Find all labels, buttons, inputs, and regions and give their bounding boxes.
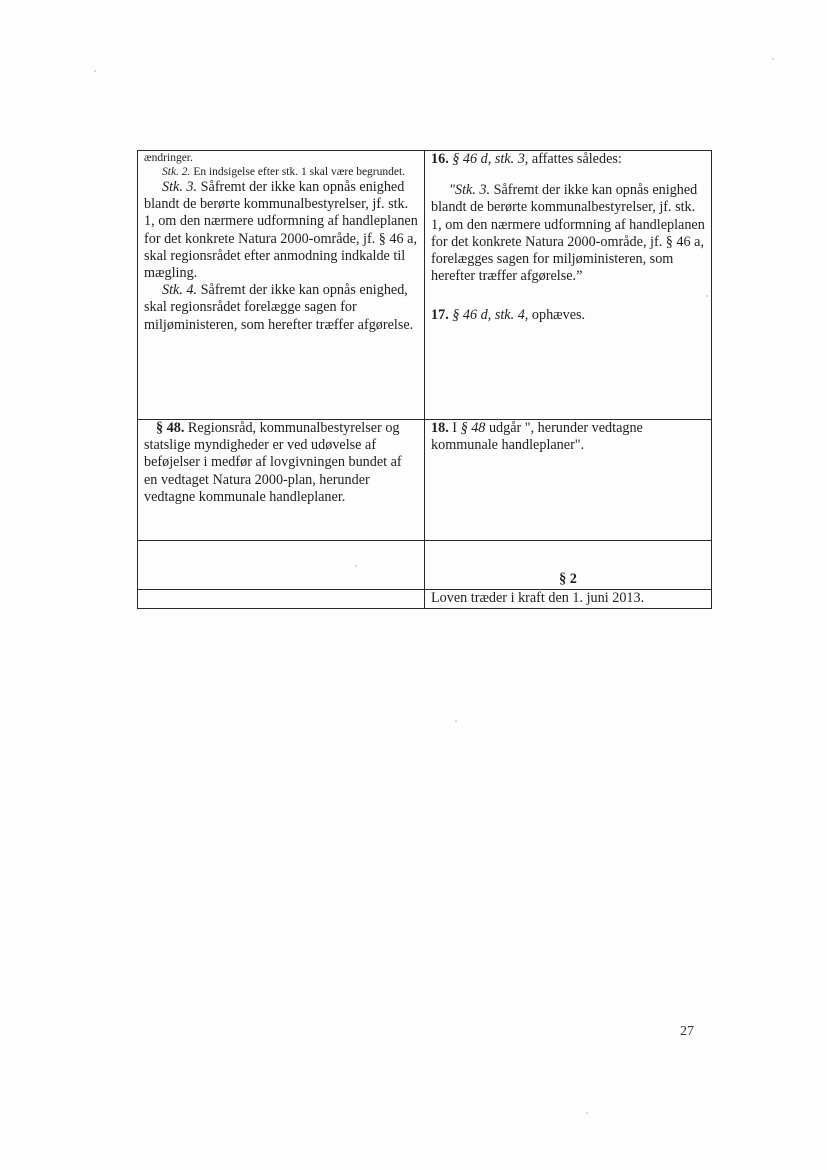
page-number: 27 bbox=[680, 1024, 694, 1039]
table-row bbox=[138, 151, 712, 420]
amendment-cell bbox=[425, 151, 712, 420]
continued-text: ændringer. bbox=[144, 152, 193, 164]
entry-into-force-text: Loven træder i kraft den 1. juni 2013. bbox=[431, 590, 645, 606]
section-48-paragraph: § 48. Regionsråd, kommunalbestyrelser og statslige myndigheder er ved udøvelse af beføjelser i medfør af lovgivningen bundet af en vedtaget Natura 2000-plan, herunder vedtagne kommunale handleplaner. bbox=[144, 420, 402, 505]
scan-speck bbox=[586, 1112, 588, 1114]
item-17: 17. § 46 d, stk. 4, ophæves. bbox=[431, 307, 586, 324]
scan-speck bbox=[772, 58, 774, 60]
scan-speck bbox=[94, 70, 96, 72]
item-18: 18. I § 48 udgår ", herunder vedtagne kommunale handleplaner". bbox=[431, 420, 643, 454]
table-row bbox=[138, 590, 712, 609]
empty-cell bbox=[138, 541, 425, 590]
scan-speck bbox=[706, 295, 708, 297]
section-2-text-cell bbox=[425, 590, 712, 609]
stk2-paragraph: Stk. 2. En indsigelse efter stk. 1 skal være begrundet. bbox=[162, 166, 406, 178]
table-row bbox=[138, 541, 712, 590]
section-2-heading: § 2 bbox=[559, 571, 577, 587]
section-2-heading-cell bbox=[425, 541, 712, 590]
item-16-quote: "Stk. 3. Såfremt der ikke kan opnås enighed blandt de berørte kommunalbestyrelser, jf. stk. 1, om den nærmere udformning af handleplanen for det konkrete Natura 2000-område, jf. § 46 a, forelægges sagen for miljøministeren, som herefter træffer afgørelse.” bbox=[431, 182, 705, 285]
law-comparison-table bbox=[137, 150, 712, 609]
stk3-paragraph: Stk. 3. Såfremt der ikke kan opnås enighed blandt de berørte kommunalbestyrelser, jf. stk. 1, om den nærmere udformning af handleplanen for det konkrete Natura 2000-område, jf. § 46 a, skal regionsrådet efter anmodning indkalde til mægling. bbox=[144, 179, 418, 282]
item-16-heading: 16. § 46 d, stk. 3, affattes således: bbox=[431, 151, 622, 167]
amendment-cell bbox=[425, 420, 712, 541]
empty-cell bbox=[138, 590, 425, 609]
table-row bbox=[138, 420, 712, 541]
scan-speck bbox=[355, 565, 357, 567]
current-law-cell bbox=[138, 151, 425, 420]
stk4-paragraph: Stk. 4. Såfremt der ikke kan opnås enighed, skal regionsrådet forelægge sagen for miljøministeren, som herefter træffer afgørelse. bbox=[144, 282, 414, 333]
scan-speck bbox=[455, 720, 457, 722]
current-law-cell bbox=[138, 420, 425, 541]
